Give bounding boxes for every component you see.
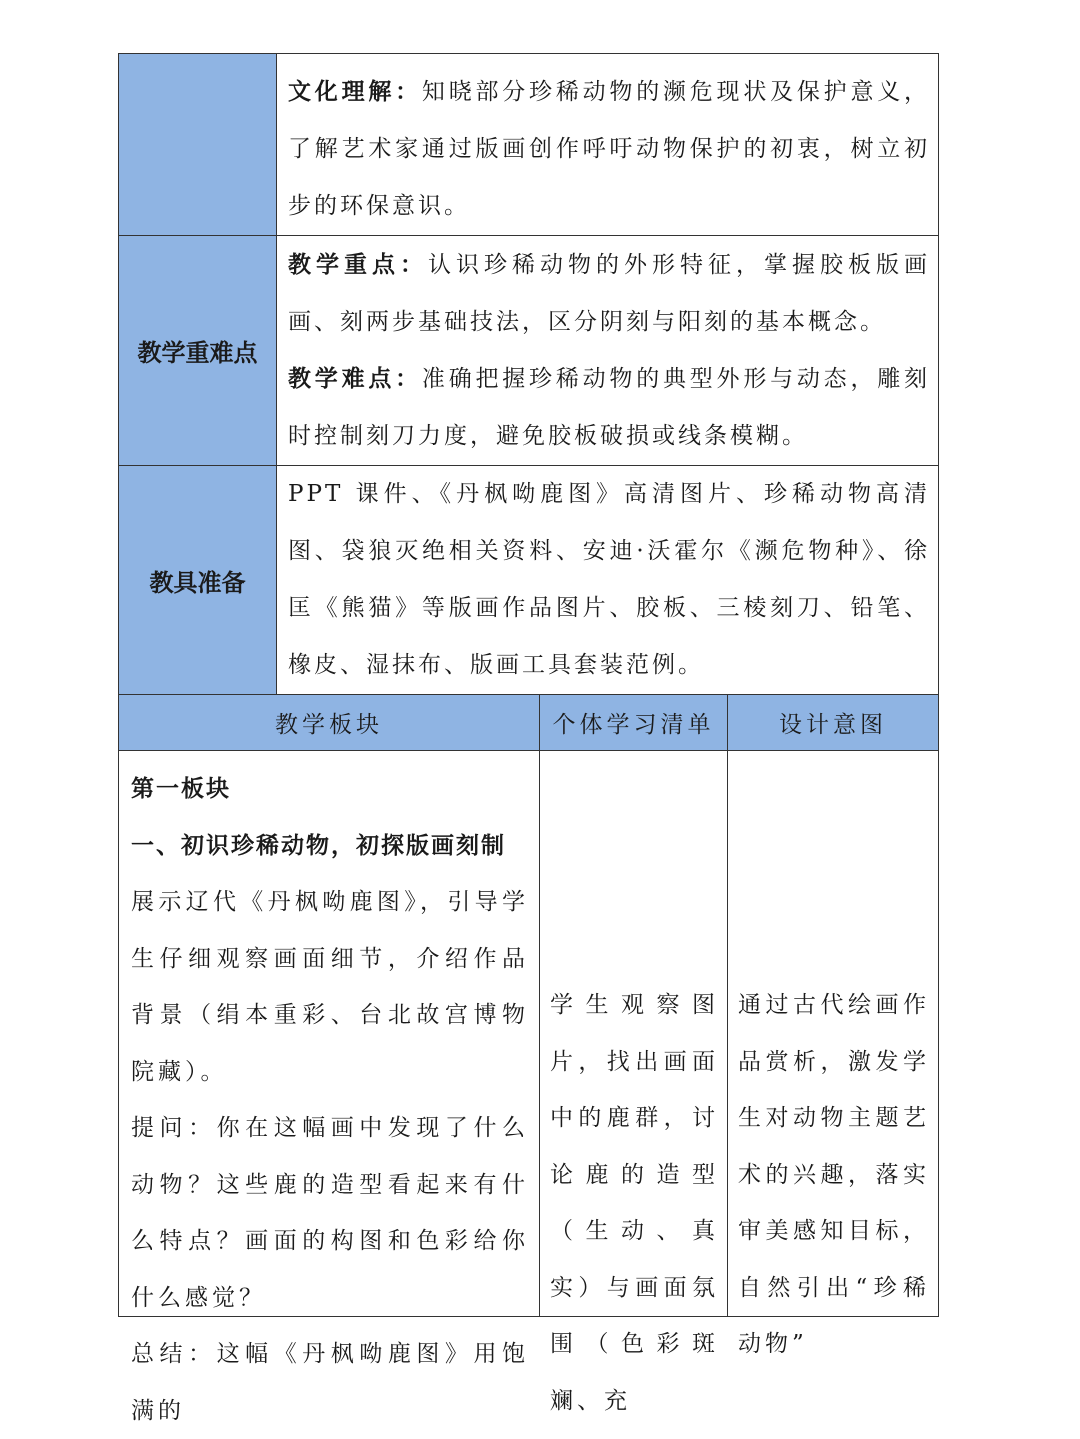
section1-design-intent-cell	[728, 751, 939, 1357]
section1-teaching-content	[131, 761, 529, 1424]
student-list-text: 学生观察图片，找出画面中的鹿群，讨论鹿的造型（生动、真实）与画面氛围（色彩斑斓、充	[550, 992, 719, 1414]
block-label: 第一板块	[131, 776, 231, 802]
culture-label: 文化理解：	[288, 79, 422, 105]
culture-cell	[277, 54, 939, 236]
header-student-list: 个体学习清单	[540, 695, 728, 751]
header-teaching-block: 教学板块	[119, 695, 540, 751]
section1-teaching-cell	[119, 751, 540, 1424]
paragraph-question: 提问：你在这幅画中发现了什么动物？这些鹿的造型看起来有什么特点？画面的构图和色彩给你什么感觉？	[131, 1115, 529, 1311]
materials-row	[119, 466, 939, 695]
materials-text: PPT 课件、《丹枫呦鹿图》高清图片、珍稀动物高清图、袋狼灭绝相关资料、安迪·沃霍尔《濒危物种》、徐匡《熊猫》等版画作品图片、胶板、三棱刻刀、铅笔、橡皮、湿抹布、版画工具套装范例。	[277, 466, 939, 695]
key-points-cell	[277, 236, 939, 466]
focus-paragraph	[288, 237, 930, 351]
section1-row	[119, 751, 939, 1317]
focus-text: 认识珍稀动物的外形特征，掌握胶板版画画、刻两步基础技法，区分阴刻与阳刻的基本概念。	[288, 252, 931, 335]
key-points-row	[119, 236, 939, 466]
difficulty-label: 教学难点：	[288, 366, 422, 392]
lesson-plan-table	[118, 53, 939, 1424]
section-heading: 一、初识珍稀动物，初探版画刻制	[131, 832, 506, 859]
header-design-intent: 设计意图	[728, 695, 939, 751]
culture-label-cell	[119, 54, 277, 236]
design-intent-text: 通过古代绘画作品赏析，激发学生对动物主题艺术的兴趣，落实审美感知目标，自然引出“珍稀动物”	[738, 992, 931, 1357]
materials-title: 教具准备	[119, 466, 277, 695]
culture-row	[119, 54, 939, 236]
paragraph-intro: 展示辽代《丹枫呦鹿图》，引导学生仔细观察画面细节，介绍作品背景（绢本重彩、台北故宫博物院藏）。	[131, 889, 529, 1085]
section1-student-list-cell	[540, 751, 728, 1414]
focus-label: 教学重点：	[288, 252, 429, 278]
culture-text: 知晓部分珍稀动物的濒危现状及保护意义，了解艺术家通过版画创作呼吁动物保护的初衷，树立初步的环保意识。	[288, 79, 931, 219]
difficulty-text: 准确把握珍稀动物的典型外形与动态，雕刻时控制刻刀力度，避免胶板破损或线条模糊。	[288, 366, 931, 449]
column-header-row	[119, 695, 939, 751]
difficulty-paragraph	[288, 351, 930, 465]
paragraph-summary: 总结：这幅《丹枫呦鹿图》用饱满的	[131, 1341, 529, 1424]
key-points-title: 教学重难点	[119, 236, 277, 466]
